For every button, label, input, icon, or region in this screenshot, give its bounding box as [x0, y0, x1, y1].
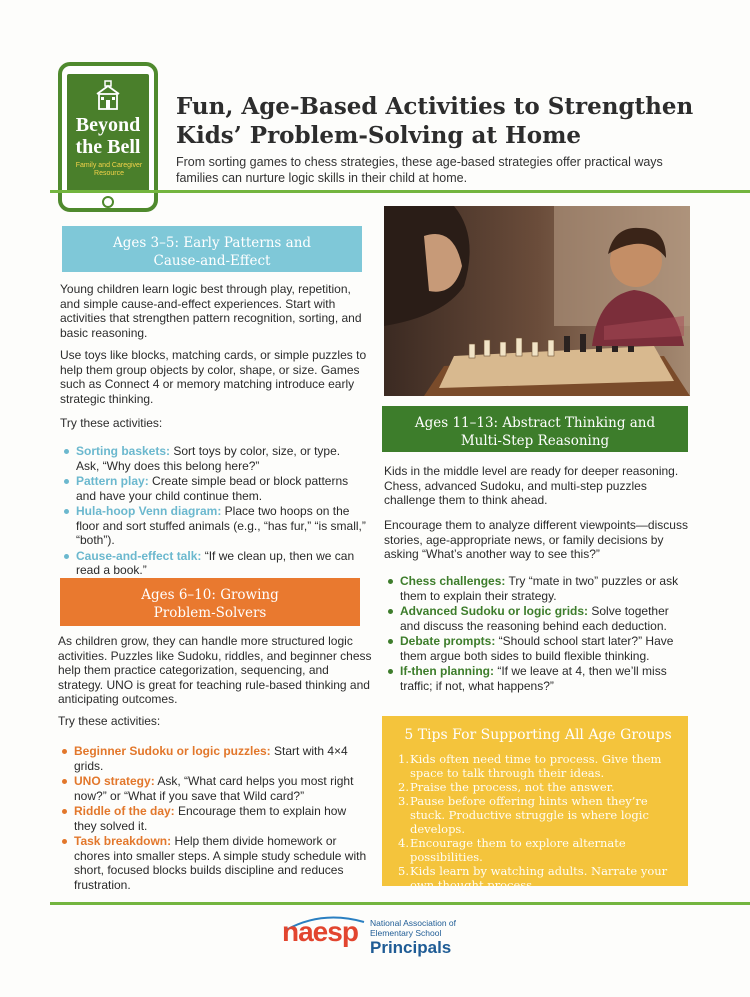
- list-item: Task breakdown: Help them divide homework or chores into smaller steps. A simple study schedule with short, focused blocks builds discipline and reduces frustration.: [60, 834, 372, 892]
- subtitle-line-2: families can nurture logic skills in their child at home.: [176, 171, 468, 185]
- naesp-logo: [282, 914, 482, 964]
- section1-paragraph-1: Young children learn logic best through play, repetition, and simple cause-and-effect experiences. Start with activities that strengthen pattern recognition, sorting, and basic reasoning.: [60, 282, 362, 340]
- list-item: Beginner Sudoku or logic puzzles: Start with 4×4 grids.: [60, 744, 372, 773]
- school-icon: [93, 80, 123, 112]
- list-item: Debate prompts: “Should school start later?” Have them argue both sides to build flexible thinking.: [386, 634, 688, 663]
- title-line-2: Kids’ Problem-Solving at Home: [176, 122, 582, 149]
- section1-activity-list: [62, 444, 366, 579]
- list-item: If-then planning: “If we leave at 4, then we’ll miss traffic; if not, what happens?”: [386, 664, 688, 693]
- child-playing-chess-photo: [384, 206, 690, 396]
- list-item: UNO strategy: Ask, “What card helps you most right now?” or “What if you save that Wild card?”: [60, 774, 372, 803]
- section-ages-11-13-header: [382, 406, 688, 452]
- list-item: Pattern play: Create simple bead or block patterns and have your child continue them.: [62, 474, 366, 503]
- page-subtitle: [176, 154, 736, 186]
- list-item: 2. Praise the process, not the answer.: [398, 780, 615, 794]
- section2-title-line1: Ages 6–10: Growing: [141, 587, 279, 603]
- tips-list: [398, 752, 678, 892]
- logo-subtitle: Family and Caregiver Resource: [75, 162, 143, 177]
- section3-title-line2: Multi-Step Reasoning: [460, 433, 610, 449]
- section2-title-line2: Problem-Solvers: [153, 605, 267, 621]
- logo-line1: Beyond: [75, 114, 141, 136]
- list-item: 1. Kids often need time to process. Give them space to talk through their ideas.: [398, 752, 662, 780]
- chess-photo-illustration: [384, 206, 690, 396]
- list-item: Sorting baskets: Sort toys by color, size, or type. Ask, “Why does this belong here?”: [62, 444, 366, 473]
- section2-paragraph-1: As children grow, they can handle more structured logic activities. Puzzles like Sudoku, riddles, and beginner chess help them practice categorization, sequencing, and strategy. UNO is great for teaching rule-based thinking and anticipating outcomes.: [58, 634, 372, 706]
- section3-title-line1: Ages 11–13: Abstract Thinking and: [414, 415, 656, 431]
- section-ages-6-10-header: [60, 578, 360, 626]
- naesp-org-name: National Association of Elementary School: [370, 918, 456, 938]
- top-divider: [50, 190, 750, 193]
- section3-paragraph-1: Kids in the middle level are ready for deeper reasoning. Chess, advanced Sudoku, and multi-step puzzles challenge them to think ahead.: [384, 464, 679, 507]
- naesp-principals: Principals: [370, 938, 452, 957]
- section-ages-3-5-header: [62, 226, 362, 272]
- list-item: 3. Pause before offering hints when they’re stuck. Productive struggle is where logic develops.: [398, 794, 649, 836]
- section1-try-label: Try these activities:: [60, 416, 163, 430]
- list-item: Cause-and-effect talk: “If we clean up, then we can read a book.”: [62, 549, 366, 578]
- list-item: Chess challenges: Try “mate in two” puzzles or ask them to explain their strategy.: [386, 574, 688, 603]
- section3-activity-list: [386, 574, 688, 694]
- bottom-divider: [50, 902, 750, 905]
- logo-line2: the Bell: [75, 136, 141, 158]
- list-item: Riddle of the day: Encourage them to explain how they solved it.: [60, 804, 372, 833]
- list-item: Hula-hoop Venn diagram: Place two hoops on the floor and sort stuffed animals (e.g., “has fur,” “is small,” “both”).: [62, 504, 366, 548]
- list-item: 4. Encourage them to explore alternate possibilities.: [398, 836, 626, 864]
- section1-title-line2: Cause-and-Effect: [153, 253, 271, 269]
- list-item: 5. Kids learn by watching adults. Narrate your own thought process.: [398, 864, 668, 892]
- list-item: Advanced Sudoku or logic grids: Solve together and discuss the reasoning behind each deduction.: [386, 604, 688, 633]
- page-title: [176, 92, 736, 150]
- section3-paragraph-2: Encourage them to analyze different viewpoints—discuss stories, age-appropriate news, or family decisions by asking “What’s another way to see this?”: [384, 518, 688, 561]
- tips-box: [382, 716, 688, 892]
- section1-title-line1: Ages 3–5: Early Patterns and: [112, 235, 312, 251]
- title-line-1: Fun, Age-Based Activities to Strengthen: [176, 93, 694, 120]
- naesp-wordmark: naesp: [282, 916, 358, 947]
- section1-paragraph-2: Use toys like blocks, matching cards, or simple puzzles to help them group objects by color, shape, or size. Games such as Connect 4 or memory matching introduce early strategic thinking.: [60, 348, 367, 406]
- tips-title: 5 Tips For Supporting All Age Groups: [404, 727, 672, 743]
- section2-activity-list: [60, 744, 372, 893]
- tablet-home-button-icon: [102, 196, 114, 208]
- subtitle-line-1: From sorting games to chess strategies, these age-based strategies offer practical ways: [176, 155, 663, 169]
- section2-try-label: Try these activities:: [58, 714, 161, 728]
- logo-panel: [67, 74, 149, 192]
